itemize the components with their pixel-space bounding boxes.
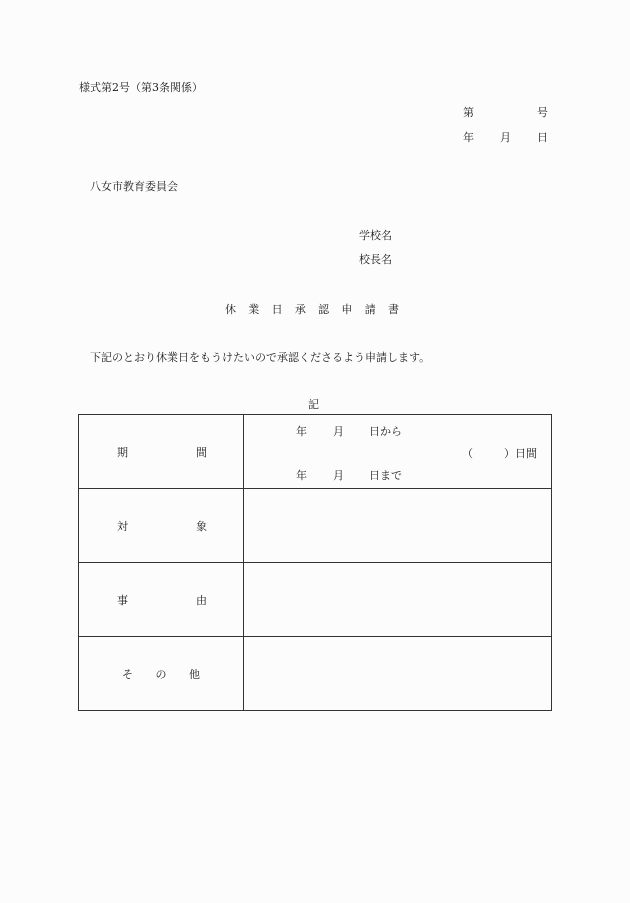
date-year: 年 <box>463 131 474 144</box>
table-row-target <box>79 489 552 563</box>
period-value-cell[interactable] <box>244 415 552 489</box>
start-month: 月 <box>333 425 344 438</box>
days-close: ）日間 <box>504 447 537 460</box>
title-char: 申 <box>341 303 353 316</box>
start-day: 日から <box>369 425 402 438</box>
application-table <box>78 414 552 711</box>
table-row-other <box>79 637 552 711</box>
body-text: 下記のとおり休業日をもうけたいので承認くださるよう申請します。 <box>90 351 431 364</box>
days-open-paren: （ <box>462 447 473 460</box>
recipient: 八女市教育委員会 <box>90 180 178 193</box>
other-label-char: そ <box>122 667 133 681</box>
reason-label-cell <box>79 563 244 637</box>
end-month: 月 <box>333 469 344 482</box>
reason-label-char: 事 <box>117 593 128 607</box>
other-label-cell <box>79 637 244 711</box>
title-char: 休 <box>225 303 236 316</box>
other-label-char: の <box>155 667 167 681</box>
target-label-char: 象 <box>196 519 207 533</box>
end-day: 日まで <box>369 469 402 482</box>
reason-label-char: 由 <box>196 593 207 607</box>
title-char: 日 <box>271 303 283 316</box>
target-label-cell <box>79 489 244 563</box>
form-id: 様式第2号（第3条関係） <box>79 81 203 94</box>
title-char: 認 <box>318 303 330 316</box>
table-row-period <box>79 415 552 489</box>
principal-label: 校長名 <box>359 253 392 266</box>
document-title <box>225 304 399 315</box>
school-label: 学校名 <box>359 229 392 242</box>
title-char: 書 <box>387 303 399 316</box>
end-year: 年 <box>296 469 307 482</box>
other-value-cell[interactable] <box>244 637 552 711</box>
doc-number-prefix: 第 <box>463 106 474 119</box>
table-row-reason <box>79 563 552 637</box>
reason-value-cell[interactable] <box>244 563 552 637</box>
target-label-char: 対 <box>117 519 128 533</box>
title-char: 承 <box>294 303 306 316</box>
period-label-cell <box>79 415 244 489</box>
title-char: 請 <box>364 303 376 316</box>
ki-label: 記 <box>308 398 319 411</box>
period-label-char: 期 <box>117 445 128 459</box>
title-char: 業 <box>248 303 260 316</box>
other-label-char: 他 <box>189 667 200 681</box>
doc-number-suffix: 号 <box>537 106 548 119</box>
date-month: 月 <box>500 131 511 144</box>
start-year: 年 <box>296 425 307 438</box>
target-value-cell[interactable] <box>244 489 552 563</box>
date-day: 日 <box>537 131 548 144</box>
period-label-char: 間 <box>196 445 207 459</box>
